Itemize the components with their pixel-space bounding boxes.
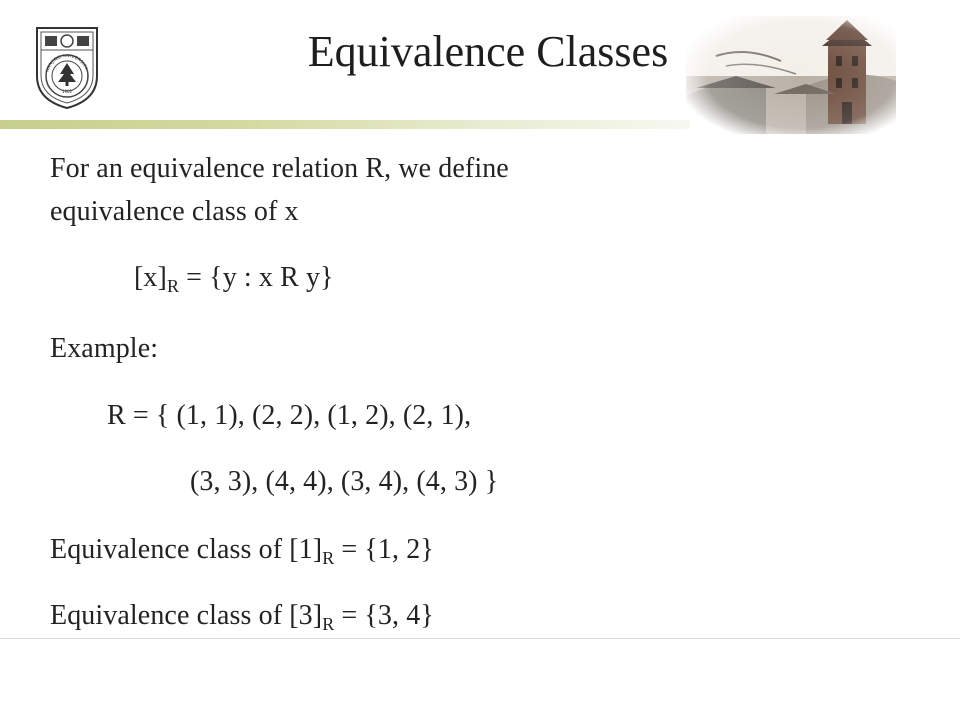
equivalence-class-3: Equivalence class of $[3]_R = \{3$, 4} [50, 600, 434, 634]
relation-line-1: R = { (1, 1), (2, 2), (1, 2), (2, 1), [107, 400, 472, 431]
intro-text-line-2: equivalence class of x [50, 196, 299, 227]
relation-line-2: (3, 3), (4, 4), (3, 4), (4, 3) } [190, 466, 499, 497]
footer-divider [0, 638, 960, 639]
logo-year: 1902 [61, 89, 73, 94]
equivalence-class-definition: $[x]_R = \{y$ : x R y} [134, 262, 334, 296]
logo-ring-text: NANJING UNIVERSITY [44, 52, 89, 73]
slide-title: Equivalence Classes [307, 27, 669, 76]
campus-tower-photo [686, 16, 896, 134]
title-divider-bar [0, 120, 690, 129]
example-label: Example: [50, 333, 159, 364]
equivalence-class-1: Equivalence class of $[1]_R = \{1$, 2} [50, 534, 434, 568]
intro-text-line-1: For an equivalence relation R, we define [50, 153, 509, 184]
